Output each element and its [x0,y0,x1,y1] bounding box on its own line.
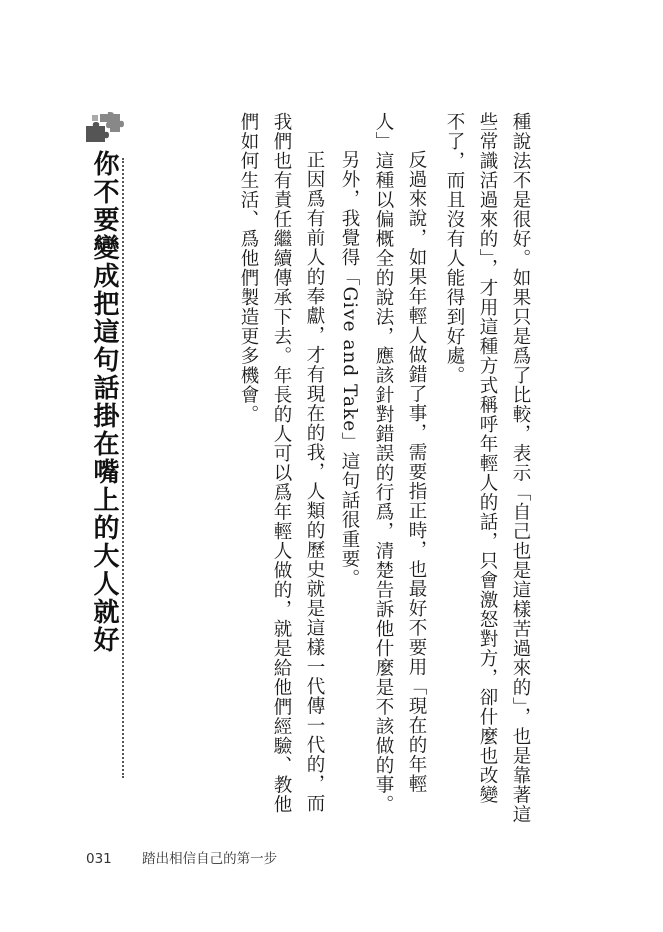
text-column-7: 正因爲有前人的奉獻，才有現在的我，人類的歷史就是這樣一代傳一代的，而 [304,150,325,813]
title-dotted-rule [122,158,124,778]
text-column-4: 反過來說，如果年輕人做錯了事，需要指正時，也最好不要用「現在的年輕 [406,150,427,794]
text-column-6 [337,150,361,588]
text-column-5: 人」這種以偏概全的說法，應該針對錯誤的行爲，清楚告訴他什麼是不該做的事。 [373,112,394,814]
text-column-8: 我們也有責任繼續傳承下去。年長的人可以爲年輕人做的，就是給他們經驗、教他 [271,112,292,814]
text-column-9: 們如何生活、爲他們製造更多機會。 [238,112,259,424]
page-title: 你不要變成把這句話掛在嘴上的大人就好 [89,150,119,654]
text-column-3: 不了，而且沒有人能得到好處。 [444,112,465,385]
text-column-1: 種說法不是很好。如果只是爲了比較，表示「自己也是這樣苦過來的」，也是靠著這 [510,112,531,825]
text-column-2: 些常識活過來的」，才用這種方式稱呼年輕人的話，只會激怒對方，卻什麼也改變 [477,112,498,805]
text-segment: 另外，我覺得「 [339,150,360,287]
page-footer [86,847,277,867]
text-segment: 」這句話很重要。 [339,432,360,589]
chapter-title: 踏出相信自己的第一步 [142,851,278,867]
page-number: 031 [86,851,112,867]
text-segment-latin: Give and Take [339,286,360,433]
puzzle-pieces-icon [84,112,124,142]
